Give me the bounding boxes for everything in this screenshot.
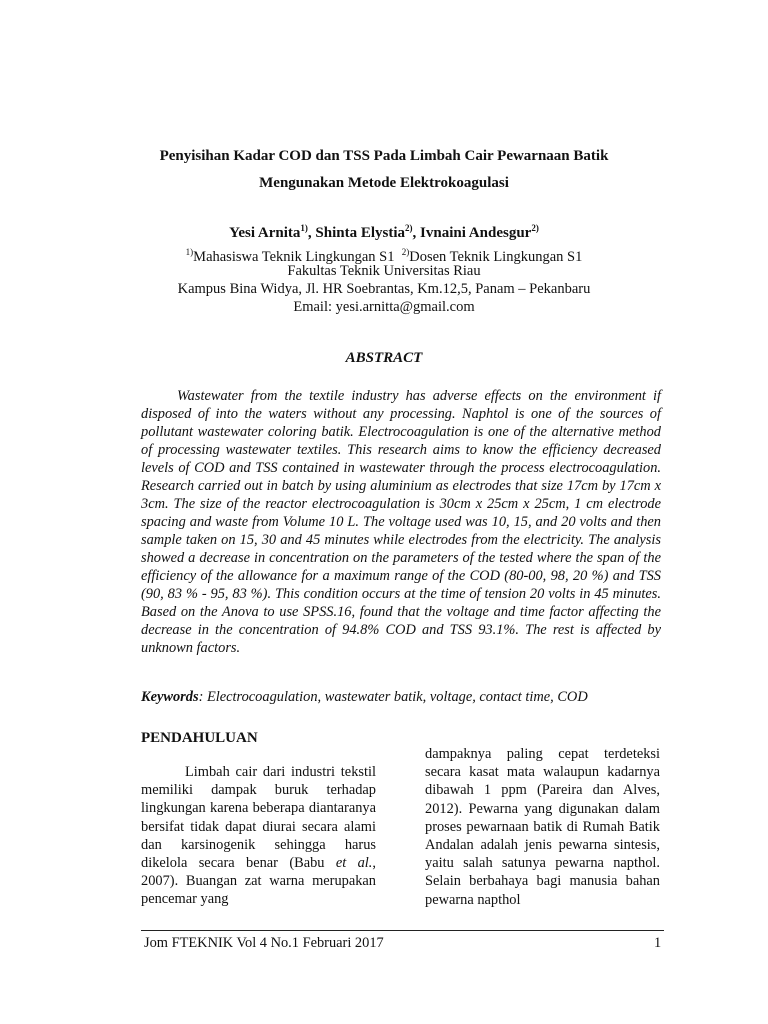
- affiliation-email: Email: yesi.arnitta@gmail.com: [293, 299, 475, 315]
- author-affiliation-mark: 2): [531, 223, 539, 233]
- author-list: [0, 223, 768, 242]
- affiliation-mark: 1): [185, 247, 194, 257]
- paper-title-line-2: Mengunakan Metode Elektrokoagulasi: [259, 175, 509, 191]
- body-text: , 2007). Buangan zat warna merupakan pencemar yang: [141, 855, 376, 908]
- affiliation-campus: Kampus Bina Widya, Jl. HR Soebrantas, Km.12,5, Panam – Pekanbaru: [177, 281, 591, 297]
- footer-divider: [141, 930, 664, 931]
- affiliation-role: Dosen Teknik Lingkungan S1: [409, 248, 583, 265]
- abstract-heading: ABSTRACT: [345, 350, 423, 366]
- author-name: Shinta Elystia: [315, 225, 406, 241]
- citation-et-al: et al.: [335, 855, 373, 872]
- author-separator: ,: [307, 225, 316, 241]
- section-heading: PENDAHULUAN: [141, 730, 258, 746]
- body-column-right: dampaknya paling cepat terdeteksi secara kasat mata walaupun kadarnya dibawah 1 ppm (Pareira dan Alves, 2012). Pewarna yang digunakan dalam proses pewarnaan batik di Rumah Batik Andalan adalah jenis pewarna sintesis, yaitu salah satunya pewarna napthol. Selain berbahaya bagi manusia bahan pewarna napthol: [425, 746, 660, 908]
- body-text: Limbah cair dari industri tekstil memiliki dampak buruk terhadap lingkungan karena beberapa diantaranya bersifat tidak dapat diurai secara alami dan karsinogenik sehingga harus dikelola secara benar (Babu: [141, 764, 376, 872]
- affiliation-mark: 2): [401, 247, 410, 257]
- keywords-label: Keywords: [141, 689, 199, 705]
- affiliation-role: Mahasiswa Teknik Lingkungan S1: [193, 248, 395, 265]
- keywords: [141, 689, 661, 706]
- author-name: Ivnaini Andesgur: [420, 225, 532, 241]
- author-name: Yesi Arnita: [229, 225, 301, 241]
- abstract-text: Wastewater from the textile industry has adverse effects on the environment if disposed of into the waters without any processing. Naphtol is one of the sources of pollutant wastewater coloring batik. Electrocoagulation is one of the alternative method of processing wastewater textiles. This research aims to know the efficiency decreased levels of COD and TSS contained in wastewater through the process electrocoagulation. Research carried out in batch by using aluminium as electrodes that size 17cm by 17cm x 3cm. The size of the reactor electrocoagulation is 30cm x 25cm x 25cm, 1 cm electrode spacing and waste from Volume 10 L. The voltage used was 10, 15, and 20 volts and then sample taken on 15, 30 and 45 minutes while electrodes from the electricity. The analysis showed a decrease in concentration on the parameters of the tested where the span of the efficiency of the allowance for a maximum range of the COD (80-00, 98, 20 %) and TSS (90, 83 % - 95, 83 %). This condition occurs at the time of tension 20 volts in 45 minutes. Based on the Anova to use SPSS.16, found that the voltage and time factor affecting the decrease in the concentration of 94.8% COD and TSS 93.1%. The rest is affected by unknown factors.: [141, 388, 661, 656]
- body-column-left: [141, 763, 376, 909]
- keywords-text: : Electrocoagulation, wastewater batik, voltage, contact time, COD: [198, 689, 588, 705]
- page-number: 1: [654, 935, 662, 951]
- author-affiliation-mark: 1): [300, 223, 308, 233]
- author-separator: ,: [412, 225, 421, 241]
- footer-journal: Jom FTEKNIK Vol 4 No.1 Februari 2017: [144, 935, 384, 951]
- author-affiliation-mark: 2): [405, 223, 413, 233]
- paper-title-line-1: Penyisihan Kadar COD dan TSS Pada Limbah Cair Pewarnaan Batik: [159, 148, 609, 164]
- affiliation-faculty: Fakultas Teknik Universitas Riau: [287, 263, 481, 279]
